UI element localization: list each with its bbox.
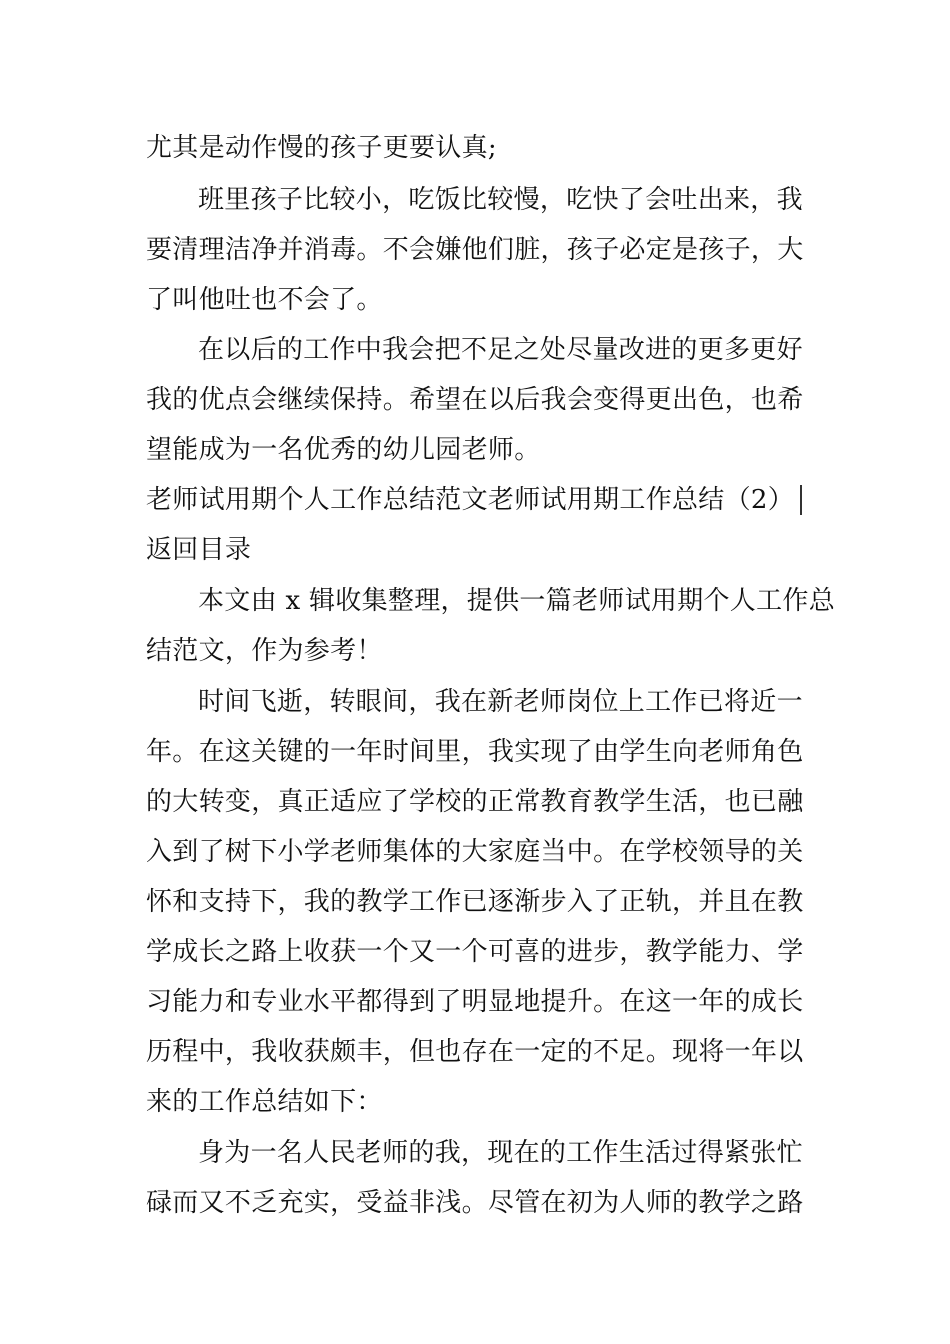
paragraph-line: 了叫他吐也不会了。 [146,285,383,315]
toc-return-link[interactable]: 返回目录 [146,535,252,565]
paragraph-line: 习能力和专业水平都得到了明显地提升。在这一年的成长 [146,987,804,1017]
paragraph-line: 要清理洁净并消毒。不会嫌他们脏，孩子必定是孩子，大 [146,235,804,265]
heading-separator [800,485,802,515]
paragraph-line: 结范文，作为参考！ [146,636,383,666]
paragraph-line: 怀和支持下，我的教学工作已逐渐步入了正轨，并且在教 [146,887,804,917]
paragraph-line: 来的工作总结如下： [146,1087,383,1117]
paragraph-line: 入到了树下小学老师集体的大家庭当中。在学校领导的关 [146,837,804,867]
paragraph-line: 在以后的工作中我会把不足之处尽量改进的更多更好 [198,335,803,365]
paragraph-line: 尤其是动作慢的孩子更要认真; [146,133,497,163]
paragraph-line: 碌而又不乏充实，受益非浅。尽管在初为人师的教学之路 [146,1188,804,1218]
paragraph-line: 身为一名人民老师的我，现在的工作生活过得紧张忙 [198,1138,803,1168]
paragraph-line: 时间飞逝，转眼间，我在新老师岗位上工作已将近一 [198,687,803,717]
paragraph-line: 学成长之路上收获一个又一个可喜的进步，教学能力、学 [146,937,804,967]
paragraph-line: 的大转变，真正适应了学校的正常教育教学生活，也已融 [146,787,804,817]
paragraph-line: 班里孩子比较小，吃饭比较慢，吃快了会吐出来，我 [198,185,803,215]
paragraph-line: 年。在这关键的一年时间里，我实现了由学生向老师角色 [146,737,804,767]
paragraph-line: 我的优点会继续保持。希望在以后我会变得更出色，也希 [146,385,804,415]
paragraph-line: 望能成为一名优秀的幼儿园老师。 [146,435,541,465]
section-heading: 老师试用期个人工作总结范文老师试用期工作总结（2） [146,485,795,515]
paragraph-line: 本文由 x 辑收集整理，提供一篇老师试用期个人工作总 [198,586,835,616]
paragraph-line: 历程中，我收获颇丰，但也存在一定的不足。现将一年以 [146,1037,804,1067]
